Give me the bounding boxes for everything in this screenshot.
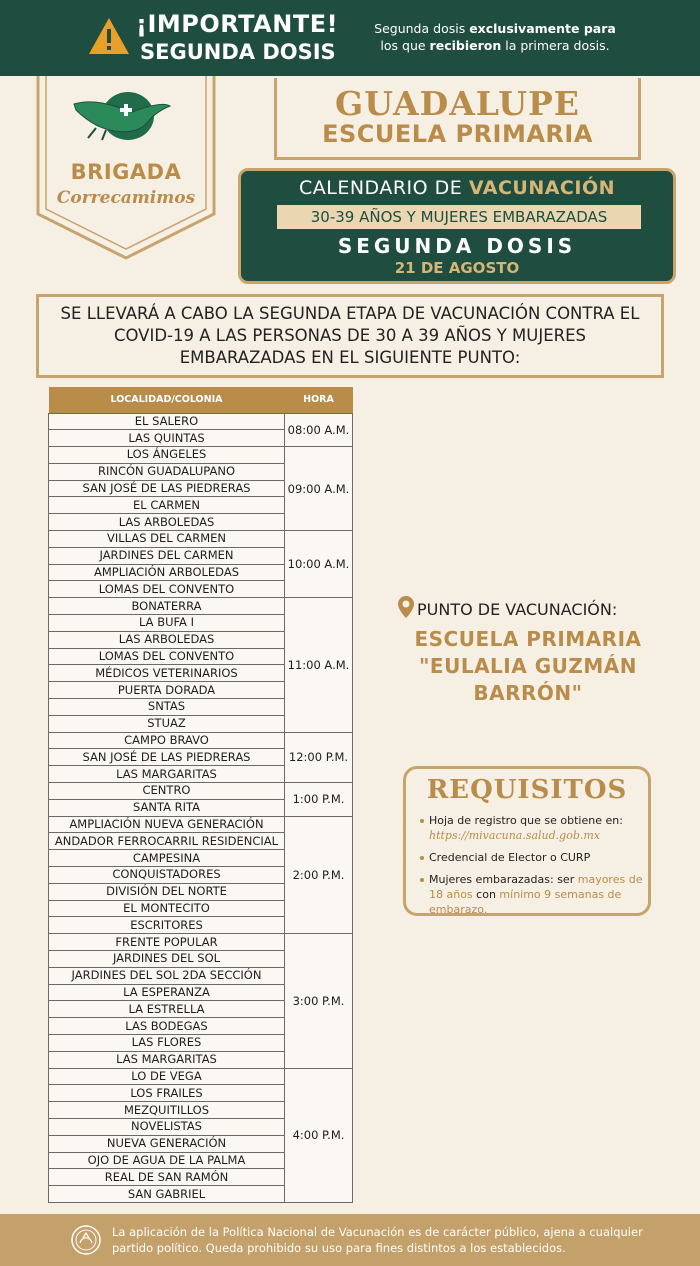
requirements-list (420, 813, 646, 924)
municipality-box (274, 78, 641, 160)
time-cell: 3:00 P.M. (285, 934, 353, 1068)
roadrunner-logo-icon (74, 92, 170, 140)
mexico-seal-icon (70, 1224, 102, 1256)
top-banner (0, 0, 700, 76)
locality-cell: JARDINES DEL SOL (49, 951, 285, 968)
locality-cell: EL SALERO (49, 413, 285, 430)
locality-cell: LAS QUINTAS (49, 430, 285, 447)
time-cell: 08:00 A.M. (285, 413, 353, 447)
locality-cell: CENTRO (49, 783, 285, 800)
locality-cell: LAS FLORES (49, 1034, 285, 1051)
dose-date: 21 DE AGOSTO (394, 259, 520, 277)
locality-cell: LOS ÁNGELES (49, 447, 285, 464)
time-cell: 4:00 P.M. (285, 1068, 353, 1202)
intro-box (36, 294, 664, 378)
locality-cell: LOMAS DEL CONVENTO (49, 581, 285, 598)
locality-cell: EL CARMEN (49, 497, 285, 514)
location-pin-icon (398, 596, 414, 618)
locality-cell: MÉDICOS VETERINARIOS (49, 665, 285, 682)
locality-cell: LOMAS DEL CONVENTO (49, 648, 285, 665)
time-cell: 11:00 A.M. (285, 598, 353, 732)
locality-cell: LO DE VEGA (49, 1068, 285, 1085)
table-row (49, 934, 353, 951)
locality-cell: STUAZ (49, 715, 285, 732)
time-cell: 1:00 P.M. (285, 783, 353, 817)
schedule-table (48, 387, 353, 1203)
locality-cell: LA ESTRELLA (49, 1001, 285, 1018)
locality-cell: LOS FRAILES (49, 1085, 285, 1102)
locality-cell: CONQUISTADORES (49, 867, 285, 884)
locality-cell: DIVISIÓN DEL NORTE (49, 883, 285, 900)
locality-cell: LA BUFA I (49, 615, 285, 632)
locality-cell: NOVELISTAS (49, 1118, 285, 1135)
locality-cell: LAS MARGARITAS (49, 1051, 285, 1068)
time-cell: 2:00 P.M. (285, 816, 353, 934)
locality-cell: SANTA RITA (49, 799, 285, 816)
intro-text: SE LLEVARÁ A CABO LA SEGUNDA ETAPA DE VACUNACIÓN CONTRA EL COVID-19 A LAS PERSONAS DE 30 A 39 AÑOS Y MUJERES EMBARAZADAS EN EL SIGUIENTE PUNTO: (60, 304, 640, 367)
list-item: Hoja de registro que se obtiene en: https://mivacuna.salud.gob.mx (420, 813, 646, 843)
time-cell: 09:00 A.M. (285, 447, 353, 531)
time-cell: 12:00 P.M. (285, 732, 353, 782)
locality-cell: PUERTA DORADA (49, 682, 285, 699)
table-row (49, 531, 353, 548)
locality-cell: SNTAS (49, 699, 285, 716)
locality-cell: LA ESPERANZA (49, 984, 285, 1001)
brigada-subtitle: Correcamimos (56, 188, 196, 208)
banner-note: Segunda dosis exclusivamente para los que recibieron la primera dosis. (374, 21, 616, 53)
table-header-row (49, 387, 353, 413)
locality-cell: LAS BODEGAS (49, 1018, 285, 1035)
calendar-title: CALENDARIO DE VACUNACIÓN (298, 177, 615, 199)
locality-cell: SAN JOSÉ DE LAS PIEDRERAS (49, 480, 285, 497)
table-row (49, 732, 353, 749)
header-locality: LOCALIDAD/COLONIA (49, 387, 285, 413)
locality-cell: VILLAS DEL CARMEN (49, 531, 285, 548)
registration-link[interactable]: https://mivacuna.salud.gob.mx (429, 829, 601, 842)
locality-cell: BONATERRA (49, 598, 285, 615)
footer-disclaimer: La aplicación de la Política Nacional de Vacunación es de carácter público, ajena a cualquier partido político. Queda prohibido su uso para fines distintos a los establecidos. (112, 1225, 643, 1255)
list-item: Credencial de Elector o CURP (420, 850, 646, 865)
locality-cell: ESCRITORES (49, 917, 285, 934)
locality-cell: NUEVA GENERACIÓN (49, 1135, 285, 1152)
locality-cell: LAS MARGARITAS (49, 766, 285, 783)
locality-cell: RINCÓN GUADALUPANO (49, 463, 285, 480)
footer (0, 1214, 700, 1266)
important-title: ¡IMPORTANTE! (136, 10, 339, 38)
locality-cell: JARDINES DEL SOL 2DA SECCIÓN (49, 967, 285, 984)
table-row (49, 413, 353, 430)
locality-cell: LAS ARBOLEDAS (49, 631, 285, 648)
time-cell: 10:00 A.M. (285, 531, 353, 598)
locality-cell: CAMPO BRAVO (49, 732, 285, 749)
locality-cell: EL MONTECITO (49, 900, 285, 917)
locality-cell: FRENTE POPULAR (49, 934, 285, 951)
brigada-title: BRIGADA (70, 160, 182, 184)
table-row (49, 1068, 353, 1085)
calendar-box (238, 168, 676, 284)
table-row (49, 598, 353, 615)
locality-cell: REAL DE SAN RAMÓN (49, 1169, 285, 1186)
vaccination-point-name: ESCUELA PRIMARIA "EULALIA GUZMÁN BARRÓN" (414, 627, 642, 705)
dose-label: SEGUNDA DOSIS (337, 234, 577, 258)
table-row (49, 447, 353, 464)
school-subtitle: ESCUELA PRIMARIA (322, 120, 593, 148)
header-time: HORA (285, 387, 353, 413)
locality-cell: SAN GABRIEL (49, 1186, 285, 1203)
vaccination-point-label: PUNTO DE VACUNACIÓN: (398, 596, 658, 619)
locality-cell: LAS ARBOLEDAS (49, 514, 285, 531)
locality-cell: AMPLIACIÓN ARBOLEDAS (49, 564, 285, 581)
requirements-title: REQUISITOS (426, 775, 628, 805)
locality-cell: SAN JOSÉ DE LAS PIEDRERAS (49, 749, 285, 766)
requirements-box (403, 766, 651, 916)
locality-cell: MEZQUITILLOS (49, 1102, 285, 1119)
locality-cell: OJO DE AGUA DE LA PALMA (49, 1152, 285, 1169)
table-row (49, 783, 353, 800)
locality-cell: AMPLIACIÓN NUEVA GENERACIÓN (49, 816, 285, 833)
locality-cell: ANDADOR FERROCARRIL RESIDENCIAL (49, 833, 285, 850)
age-group-label: 30-39 AÑOS Y MUJERES EMBARAZADAS (277, 205, 641, 229)
table-row (49, 816, 353, 833)
locality-cell: JARDINES DEL CARMEN (49, 547, 285, 564)
warning-icon (88, 16, 130, 56)
municipality-title: GUADALUPE (335, 84, 580, 123)
list-item: Mujeres embarazadas: ser mayores de 18 años con mínimo 9 semanas de embarazo. (420, 872, 646, 917)
locality-cell: CAMPESINA (49, 850, 285, 867)
second-dose-subtitle: SEGUNDA DOSIS (140, 40, 336, 64)
